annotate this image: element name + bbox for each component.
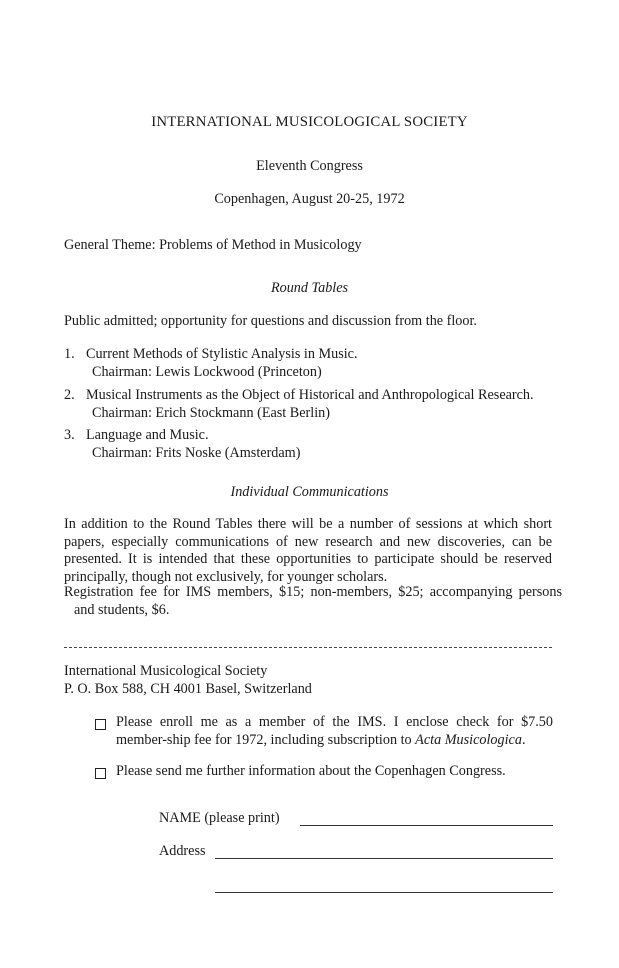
address-field-line2[interactable]	[215, 892, 553, 893]
round-table-item	[64, 386, 534, 422]
individual-communications-text: In addition to the Round Tables there will be a number of sessions at which short papers, especially communications of new research and new discoveries, can be presented. It is intended that these opportunities to participate should be reserved principally, though not exclusively, for younger scholars.	[64, 516, 552, 585]
item-topic: Current Methods of Stylistic Analysis in Music.	[86, 346, 358, 362]
item-topic: Musical Instruments as the Object of Historical and Anthropological Research.	[86, 387, 534, 403]
item-chair: Chairman: Lewis Lockwood (Princeton)	[92, 364, 322, 380]
enroll-membership-checkbox[interactable]	[95, 719, 106, 730]
item-number: 2.	[64, 387, 75, 403]
round-tables-heading: Round Tables	[270, 280, 349, 296]
enroll-membership-end: .	[521, 732, 526, 748]
tear-off-dashed-line	[64, 647, 552, 648]
further-info-checkbox[interactable]	[95, 768, 106, 779]
name-field[interactable]	[300, 825, 553, 826]
round-tables-intro: Public admitted; opportunity for questions and discussion from the floor.	[64, 313, 477, 329]
name-label: NAME (please print)	[159, 810, 280, 826]
enroll-membership-label: Please enroll me as a member of the IMS. I enclose check for $7.50 member-ship fee for 1972, including subscription to	[116, 714, 553, 748]
mailing-address-line1: International Musicological Society	[64, 663, 268, 679]
individual-communications-heading: Individual Communications	[230, 484, 389, 500]
journal-title: Acta Musicologica	[415, 732, 522, 748]
item-number: 3.	[64, 427, 75, 443]
org-title: INTERNATIONAL MUSICOLOGICAL SOCIETY	[151, 114, 468, 130]
address-label: Address	[159, 843, 206, 859]
round-table-item	[64, 345, 358, 381]
item-chair: Chairman: Erich Stockmann (East Berlin)	[92, 405, 330, 421]
round-table-item	[64, 426, 300, 462]
further-info-text: Please send me further information about the Copenhagen Congress.	[116, 763, 506, 779]
item-topic: Language and Music.	[86, 427, 209, 443]
congress-title: Eleventh Congress	[256, 158, 363, 174]
enroll-membership-text	[116, 713, 553, 749]
item-number: 1.	[64, 346, 75, 362]
item-chair: Chairman: Frits Noske (Amsterdam)	[92, 445, 301, 461]
mailing-address-line2: P. O. Box 588, CH 4001 Basel, Switzerland	[64, 681, 312, 697]
congress-location-date: Copenhagen, August 20-25, 1972	[214, 191, 405, 207]
address-field-line1[interactable]	[215, 858, 553, 859]
general-theme: General Theme: Problems of Method in Musicology	[64, 237, 362, 253]
registration-fee-text: Registration fee for IMS members, $15; non-members, $25; accompanying persons and students, $6.	[64, 584, 562, 618]
